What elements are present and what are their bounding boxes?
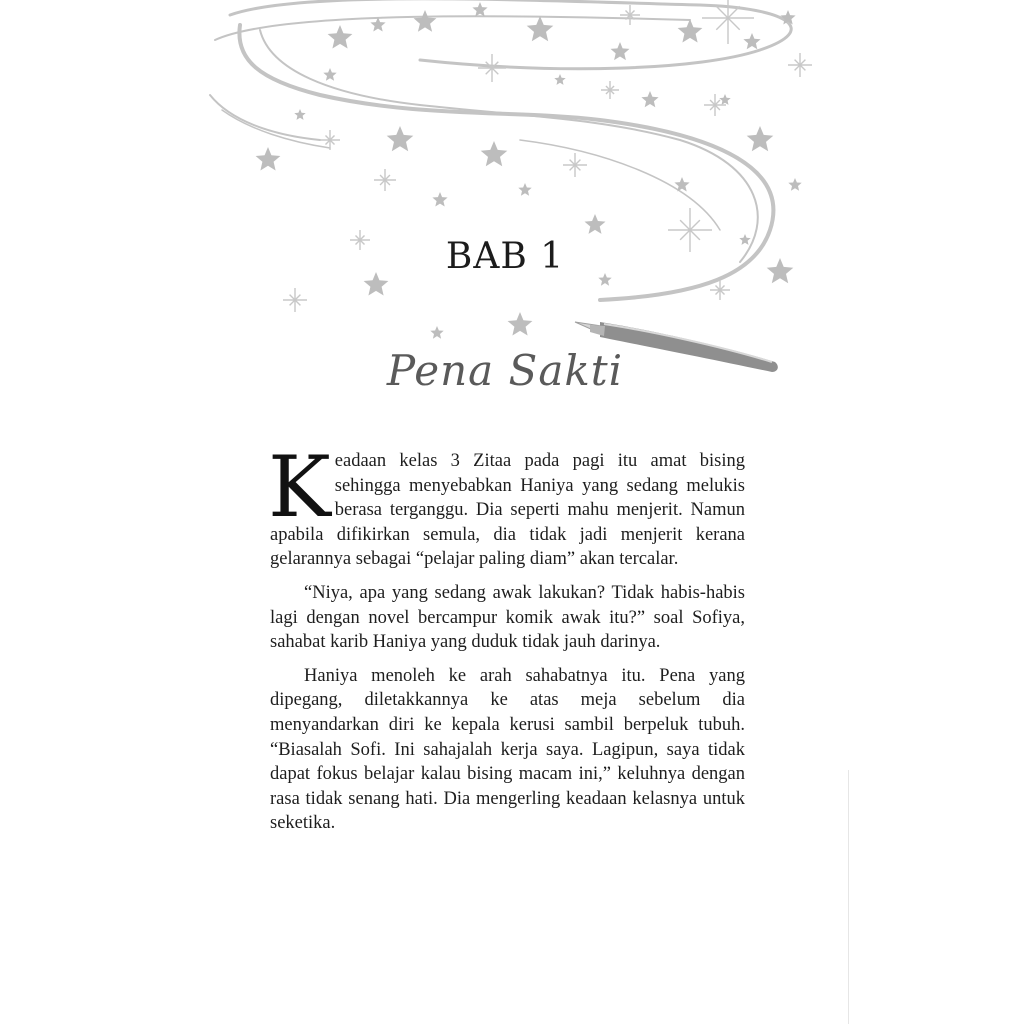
paragraph-2: “Niya, apa yang sedang awak lakukan? Tidak habis-habis lagi dengan novel bercampur komik awak itu?” soal Sofiya, sahabat karib Haniya yang duduk tidak jauh darinya. (270, 582, 745, 653)
drop-cap: K (268, 438, 331, 536)
chapter-number: BAB 1 (445, 236, 565, 277)
page-edge-divider (848, 770, 849, 1024)
paragraph-1 (268, 438, 745, 572)
chapter-title: Pena Sakti (386, 346, 624, 395)
paragraph-1-text: eadaan kelas 3 Zitaa pada pagi itu amat bising sehingga menyebabkan Haniya yang sedang melukis berasa terganggu. Dia seperti mahu menjerit. Namun apabila difikirkan semula, dia tidak jadi menjerit kerana gelarannya sebagai “pelajar paling diam” akan tercalar. (270, 451, 745, 570)
chapter-body (268, 438, 745, 845)
paragraph-3: Haniya menoleh ke arah sahabatnya itu. Pena yang dipegang, diletakkannya ke atas meja sebelum dia menyandarkan diri ke kepala kerusi sambil berpeluk tubuh. “Biasalah Sofi. Ini sahajalah kerja saya. Lagipun, saya tidak dapat fokus belajar kalau bising macam ini,” keluhnya dengan rasa tidak senang hati. Dia mengerling keadaan kelasnya untuk seketika. (270, 665, 745, 834)
